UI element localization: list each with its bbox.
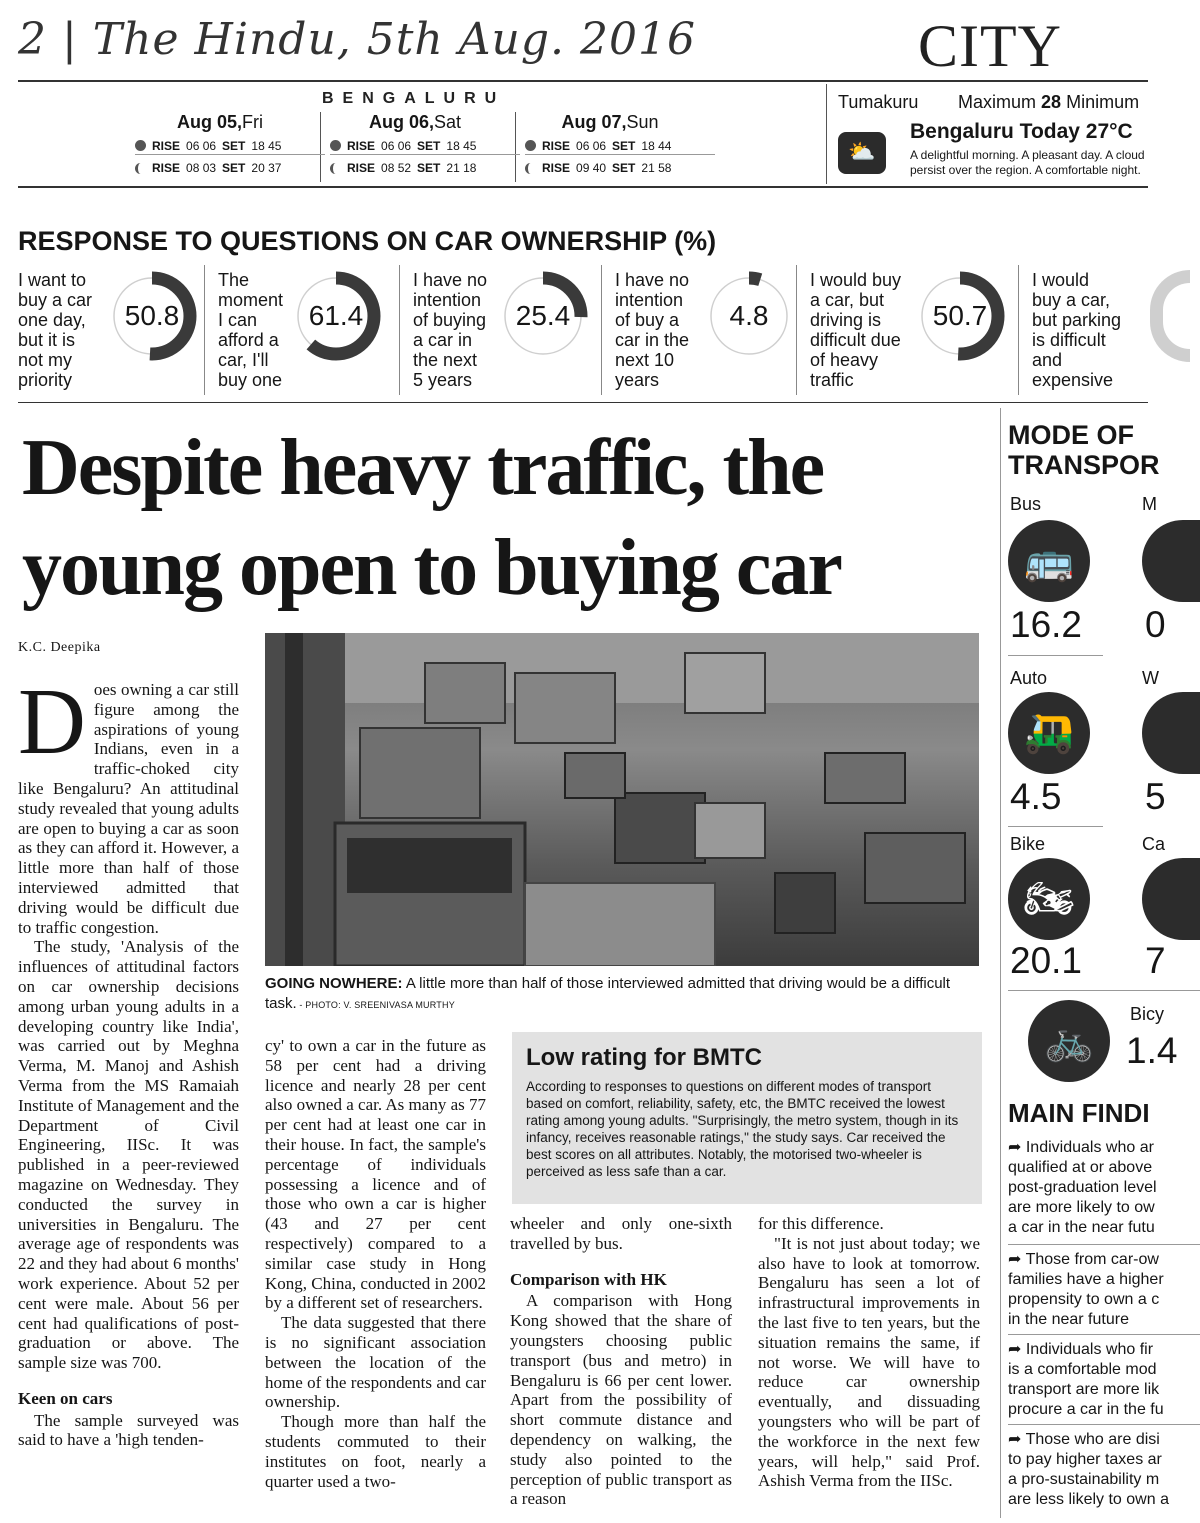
- handwritten-note: 2 | The Hindu, 5th Aug. 2016: [18, 14, 696, 65]
- subhead: Comparison with HK: [510, 1269, 667, 1289]
- divider: [796, 265, 797, 395]
- divider: [601, 265, 602, 395]
- response-value: 50.7: [932, 300, 988, 331]
- response-label: I want to buy a car one day, but it is not my priority: [18, 270, 93, 390]
- sun-times: RISE 06 06 SET 18 45: [135, 137, 325, 155]
- article-column-4: [758, 1214, 980, 1491]
- finding-item: ➦ Those who are disi to pay higher taxes ar a pro-sustainability m are less likely to own a: [1008, 1431, 1169, 1508]
- response-ring-partial: [1150, 270, 1190, 362]
- photo-caption: GOING NOWHERE: A little more than half of those interviewed admitted that driving would be a difficult task. - PHOTO: V. SREENIVASA MURTHY: [265, 975, 951, 1012]
- moon-times: RISE 08 03 SET 20 37: [135, 159, 325, 177]
- divider: [399, 265, 400, 395]
- day-date: Aug 07,Sun: [561, 112, 659, 132]
- headline: [22, 418, 1012, 618]
- article-paragraph: "It is not just about today; we also have to look at tomorrow. Bengaluru has seen a lot of infrastructural improvements in the last five to ten years, but the situation remains the same, if not worse. We will have to reduce car ownership eventually, and dissuading youngsters who will be part of the workforce in the next few years, will help," said Prof. Ashish Verma from the IISc.: [758, 1233, 980, 1491]
- weather-today-text: A delightful morning. A pleasant day. A cloud persist over the region. A comfortable night.: [910, 148, 1145, 177]
- weather-today-title: Bengaluru Today 27°C: [910, 120, 1133, 143]
- finding-item: ➦ Individuals who fir is a comfortable mod transport are more lik procure a car in the fu: [1008, 1341, 1164, 1418]
- mode-label-partial: M: [1142, 494, 1157, 514]
- subhead: Keen on cars: [18, 1388, 113, 1408]
- arrow-bullet-icon: ➦: [1008, 1251, 1022, 1268]
- rule: [1008, 655, 1103, 656]
- bicycle-icon: 🚲: [1028, 1000, 1110, 1082]
- weather-day: [135, 112, 325, 184]
- article-column-2: [265, 1036, 486, 1491]
- day-date: Aug 06,Sat: [368, 112, 462, 132]
- mode-label-bus: Bus: [1010, 494, 1042, 514]
- bus-icon: 🚌: [1008, 520, 1090, 602]
- divider: [826, 84, 827, 184]
- mode-label-partial: W: [1142, 668, 1159, 688]
- moon-times: RISE 08 52 SET 21 18: [330, 159, 520, 177]
- mode-value-bike: 20.1: [1010, 940, 1083, 981]
- byline: K.C. Deepika: [18, 640, 101, 655]
- motorbike-icon: 🏍: [1008, 858, 1090, 940]
- headline-line: Despite heavy traffic, the: [22, 424, 824, 512]
- traffic-photo-image: [265, 633, 979, 966]
- partial-mode-icon: [1142, 520, 1200, 602]
- response-value: 4.8: [729, 300, 769, 331]
- rule: [18, 186, 1148, 188]
- weather-tumakuru: Tumakuru: [838, 92, 919, 112]
- rule: [18, 402, 1148, 403]
- response-value: 25.4: [515, 300, 571, 331]
- sidebar-divider: [1000, 408, 1001, 1518]
- auto-rickshaw-icon: 🛺: [1008, 692, 1090, 774]
- response-value: 50.8: [124, 300, 180, 331]
- finding-item: ➦ Individuals who ar qualified at or above post-graduation level are more likely to ow a car in the near futu: [1008, 1139, 1157, 1236]
- rule: [1008, 990, 1200, 991]
- response-label: The moment I can afford a car, I'll buy one: [218, 270, 284, 390]
- headline-line: young open to buying car: [22, 524, 841, 612]
- responses-title: RESPONSE TO QUESTIONS ON CAR OWNERSHIP (%): [18, 226, 717, 256]
- article-paragraph: cy' to own a car in the future as 58 per cent had a driving licence and nearly 28 per cent also owned a car. As many as 77 per cent had at least one car in their house. In fact, the sample's percentage of individuals possessing a licence and of those who own a car is higher (43 and 27 per cent respectively) compared to a similar case study in Hong Kong, China, conducted in 2002 by a different set of researchers.: [265, 1036, 486, 1313]
- partly-cloudy-icon: ⛅: [838, 132, 886, 174]
- mode-value-auto: 4.5: [1010, 776, 1062, 817]
- divider: [1008, 1424, 1200, 1425]
- response-value: 61.4: [308, 300, 364, 331]
- response-label: I have no intention of buy a car in the next 10 years: [615, 270, 690, 390]
- weather-city: BENGALURU: [322, 90, 506, 107]
- bmtc-text: According to responses to questions on different modes of transport based on comfort, reliability, safety, etc, the BMTC received the lowest rating among young adults. "Surprisingly, the metro system, though in its infancy, receives reasonable ratings," the study says. Car received the best scores on all attributes. Notably, the motorised two-wheeler is perceived as less safe than a car.: [526, 1079, 959, 1179]
- article-paragraph: A comparison with Hong Kong showed that the share of youngsters choosing public transport (bus and metro) in Bengaluru is 66 per cent lower. Apart from the possibility of short commute distance and dependency on walking, the study also pointed to the perception of public transport as a reason: [510, 1291, 732, 1509]
- sun-times: RISE 06 06 SET 18 45: [330, 137, 520, 155]
- article-paragraph: Does owning a car still figure among the aspirations of young Indians, even in a traffic-choked city like Bengaluru? An attitudinal study revealed that young adults are open to buying a car as soon as they can afford it. However, a little more than half of those interviewed admitted that driving would be difficult due to traffic congestion.: [18, 670, 239, 937]
- rule: [1008, 826, 1103, 827]
- mode-label-bicycle: Bicy: [1130, 1004, 1165, 1024]
- response-label: I would buy a car, but parking is difficult and expensive: [1032, 270, 1122, 390]
- traffic-photo: [265, 633, 979, 966]
- day-date: Aug 05,Fri: [176, 112, 263, 132]
- article-paragraph: The data suggested that there is no significant association between the location of the home of the respondents and car ownership.: [265, 1313, 486, 1412]
- article-paragraph: wheeler and only one-sixth travelled by bus.: [510, 1214, 732, 1253]
- article-paragraph: for this difference.: [758, 1214, 884, 1233]
- mode-value-bicycle: 1.4: [1126, 1030, 1178, 1071]
- mode-value-partial: 0: [1145, 604, 1166, 645]
- moon-icon: [525, 163, 536, 174]
- weather-day: [330, 112, 520, 184]
- findings-title: MAIN FINDI: [1008, 1098, 1150, 1128]
- divider: [204, 265, 205, 395]
- arrow-bullet-icon: ➦: [1008, 1139, 1022, 1156]
- partial-mode-icon: [1142, 692, 1200, 774]
- finding-item: ➦ Those from car-ow families have a higher propensity to own a c in the near future: [1008, 1251, 1164, 1328]
- article-column-1: [18, 670, 239, 1450]
- article-paragraph: Though more than half the students commuted to their institutes on foot, nearly a quarter used a two-: [265, 1412, 486, 1491]
- moon-icon: [135, 163, 146, 174]
- article-column-3: [510, 1214, 732, 1509]
- divider: [1008, 1334, 1200, 1335]
- partial-mode-icon: [1142, 858, 1200, 940]
- article-paragraph: The study, 'Analysis of the influences of attitudinal factors on car ownership decisions among urban young adults in a developing country like India', was carried out by Meghna Verma, M. Manoj and Ashish Verma from the MS Ramaiah Institute of Management and the Department of Civil Engineering, IISc. It was published in a peer-reviewed magazine on Wednesday. They conducted the survey in universities in Bengaluru. The average age of respondents was 22 and they had about 6 months' work experience. About 52 per cent were male. About 56 per cent had qualifications of post-graduation or above. The sample size was 700.: [18, 937, 239, 1373]
- response-label: I have no intention of buying a car in the next 5 years: [413, 270, 488, 390]
- mode-label-bike: Bike: [1010, 834, 1046, 854]
- divider: [1008, 1244, 1200, 1245]
- drop-cap: D: [18, 670, 86, 774]
- bmtc-box: [512, 1032, 982, 1204]
- top-rule: [18, 80, 1148, 82]
- moon-icon: [330, 163, 341, 174]
- section-label: CITY: [918, 13, 1062, 79]
- mode-title: MODE OF TRANSPOR: [1008, 420, 1160, 480]
- weather-day: [525, 112, 715, 184]
- mode-value-partial: 7: [1145, 940, 1166, 981]
- arrow-bullet-icon: ➦: [1008, 1431, 1022, 1448]
- divider: [1018, 265, 1019, 395]
- weather-max-min: Maximum 28 Minimum: [958, 92, 1140, 112]
- sun-icon: [330, 140, 341, 151]
- mode-label-auto: Auto: [1010, 668, 1048, 688]
- article-paragraph: The sample surveyed was said to have a 'high tenden-: [18, 1410, 239, 1450]
- response-label: I would buy a car, but driving is difficult due of heavy traffic: [810, 270, 902, 390]
- sun-times: RISE 06 06 SET 18 44: [525, 137, 715, 155]
- bmtc-title: Low rating for BMTC: [526, 1044, 762, 1071]
- sun-icon: [525, 140, 536, 151]
- sun-icon: [135, 140, 146, 151]
- mode-value-bus: 16.2: [1010, 604, 1083, 645]
- arrow-bullet-icon: ➦: [1008, 1341, 1022, 1358]
- mode-label-partial: Ca: [1142, 834, 1166, 854]
- mode-value-partial: 5: [1145, 776, 1166, 817]
- moon-times: RISE 09 40 SET 21 58: [525, 159, 715, 177]
